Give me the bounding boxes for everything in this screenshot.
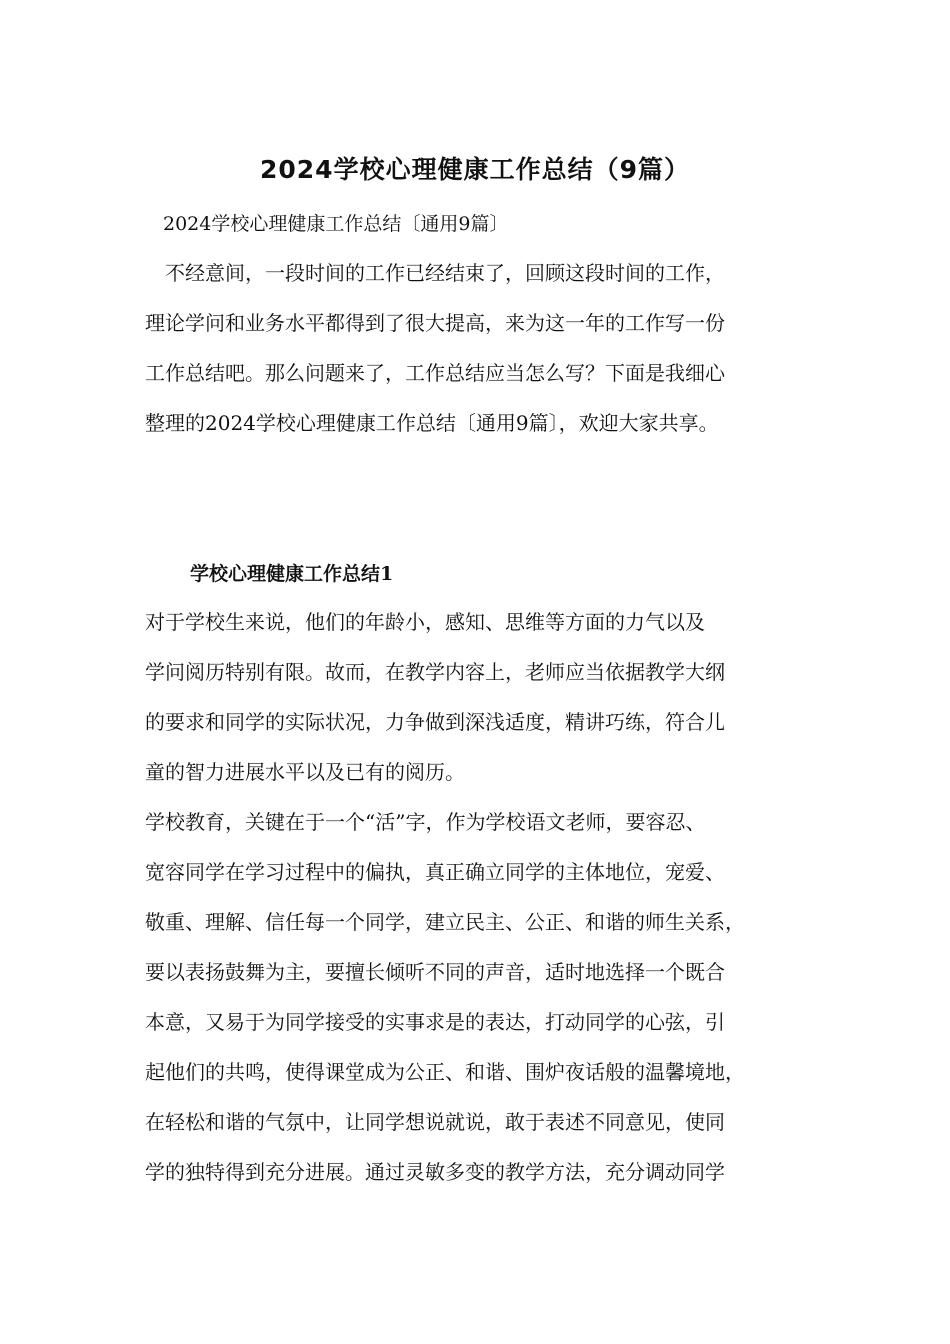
paragraph-line: 要以表扬鼓舞为主，要擅长倾听不同的声音，适时地选择一个既合 bbox=[145, 960, 725, 984]
document-title: 2024学校心理健康工作总结（9篇） bbox=[260, 155, 690, 184]
intro-paragraph bbox=[145, 248, 825, 448]
section-heading: 学校心理健康工作总结1 bbox=[190, 563, 394, 585]
intro-line: 理论学问和业务水平都得到了很大提高，来为这一年的工作写一份 bbox=[145, 311, 725, 335]
paragraph-line: 学校教育，关键在于一个“活”字，作为学校语文老师，要容忍、 bbox=[145, 810, 706, 834]
paragraph-line: 起他们的共鸣，使得课堂成为公正、和谐、围炉夜话般的温馨境地， bbox=[145, 1060, 745, 1084]
paragraph-line: 学的独特得到充分进展。通过灵敏多变的教学方法，充分调动同学 bbox=[145, 1160, 725, 1184]
intro-line: 整理的2024学校心理健康工作总结〔通用9篇〕，欢迎大家共享。 bbox=[145, 411, 719, 435]
paragraph-line: 本意，又易于为同学接受的实事求是的表达，打动同学的心弦，引 bbox=[145, 1010, 725, 1034]
paragraph-line: 童的智力进展水平以及已有的阅历。 bbox=[145, 760, 465, 784]
paragraph-line: 对于学校生来说，他们的年龄小，感知、思维等方面的力气以及 bbox=[145, 610, 705, 634]
body-paragraph-1 bbox=[145, 597, 825, 797]
paragraph-line: 学问阅历特别有限。故而，在教学内容上，老师应当依据教学大纲 bbox=[145, 660, 725, 684]
paragraph-line: 的要求和同学的实际状况，力争做到深浅适度，精讲巧练，符合儿 bbox=[145, 710, 725, 734]
document-subtitle: 2024学校心理健康工作总结〔通用9篇〕 bbox=[163, 213, 509, 235]
intro-line: 工作总结吧。那么问题来了，工作总结应当怎么写？下面是我细心 bbox=[145, 361, 725, 385]
paragraph-line: 在轻松和谐的气氛中，让同学想说就说，敢于表述不同意见，使同 bbox=[145, 1110, 725, 1134]
paragraph-line: 宽容同学在学习过程中的偏执，真正确立同学的主体地位，宠爱、 bbox=[145, 860, 725, 884]
body-paragraph-2 bbox=[145, 797, 825, 1197]
paragraph-line: 敬重、理解、信任每一个同学，建立民主、公正、和谐的师生关系， bbox=[145, 910, 745, 934]
intro-line: 不经意间，一段时间的工作已经结束了，回顾这段时间的工作， bbox=[145, 261, 725, 285]
